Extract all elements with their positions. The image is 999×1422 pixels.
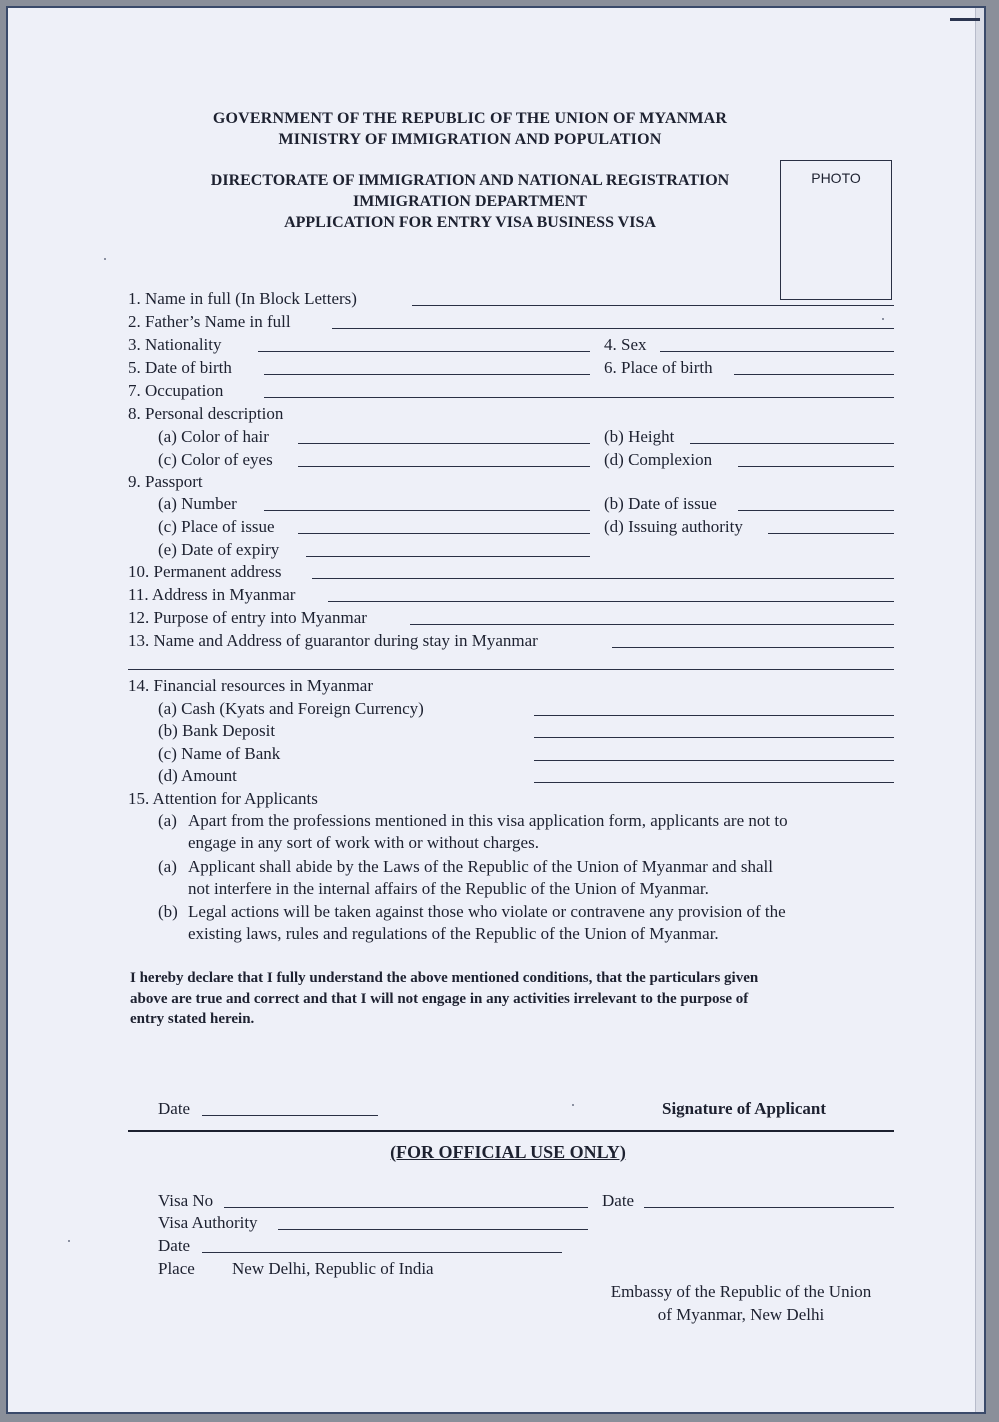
field-passport xyxy=(128,471,898,493)
field-name-in-full xyxy=(128,288,898,310)
cash-input-line[interactable] xyxy=(534,715,894,716)
official-visa-authority-row xyxy=(158,1212,898,1234)
visa-no-label: Visa No xyxy=(158,1191,214,1210)
field-amount xyxy=(128,765,898,787)
official-date2-input-line[interactable] xyxy=(202,1252,562,1253)
field-cash xyxy=(128,698,898,720)
applicant-date-input-line[interactable] xyxy=(202,1115,378,1116)
amount-input-line[interactable] xyxy=(534,782,894,783)
photo-label: PHOTO xyxy=(811,170,861,186)
visa-authority-label: Visa Authority xyxy=(158,1213,258,1232)
item-text: Apart from the professions mentioned in this visa application form, applicants are not to xyxy=(188,811,788,830)
field-passport-number-issue-date xyxy=(128,493,898,515)
passport-number-input-line[interactable] xyxy=(264,510,590,511)
passport-expiry-input-line[interactable] xyxy=(306,556,590,557)
field-label: 5. Date of birth xyxy=(128,358,232,377)
official-date2-label: Date xyxy=(158,1236,191,1255)
field-label: (d) Issuing authority xyxy=(604,517,743,536)
paper-speck xyxy=(104,258,106,260)
field-hair-height xyxy=(128,426,898,448)
item-label: (a) xyxy=(158,857,177,876)
field-label: (c) Name of Bank xyxy=(158,744,281,763)
visa-application-form xyxy=(6,6,986,1414)
photo-box[interactable] xyxy=(780,160,892,300)
field-dob-place xyxy=(128,357,898,379)
paper-speck xyxy=(882,318,884,320)
declaration-line: above are true and correct and that I will not engage in any activities irrelevant to the purpose of xyxy=(130,990,749,1007)
eye-color-input-line[interactable] xyxy=(298,466,590,467)
official-date-label: Date xyxy=(602,1191,635,1210)
item-text: existing laws, rules and regulations of the Republic of the Union of Myanmar. xyxy=(188,924,719,943)
header-directorate: DIRECTORATE OF IMMIGRATION AND NATIONAL REGISTRATION xyxy=(210,172,730,189)
occupation-input-line[interactable] xyxy=(264,397,894,398)
paper-speck xyxy=(572,1104,574,1106)
field-label: (d) Amount xyxy=(158,766,237,785)
embassy-line: of Myanmar, New Delhi xyxy=(657,1304,825,1324)
field-label: (a) Color of hair xyxy=(158,427,269,446)
visa-no-input-line[interactable] xyxy=(224,1207,588,1208)
field-label: (a) Cash (Kyats and Foreign Currency) xyxy=(158,699,424,718)
field-label: 10. Permanent address xyxy=(128,562,282,581)
official-use-title-text: (FOR OFFICIAL USE ONLY) xyxy=(390,1142,626,1162)
page-edge xyxy=(975,8,984,1412)
official-place-row xyxy=(158,1258,898,1280)
field-financial-resources xyxy=(128,675,898,697)
place-of-birth-input-line[interactable] xyxy=(734,374,894,375)
field-guarantor-continued xyxy=(128,652,898,674)
field-label: 6. Place of birth xyxy=(604,358,713,377)
field-eyes-complexion xyxy=(128,449,898,471)
place-value: New Delhi, Republic of India xyxy=(232,1259,434,1278)
field-label: 14. Financial resources in Myanmar xyxy=(128,676,374,695)
item-text: not interfere in the internal affairs of the Republic of the Union of Myanmar. xyxy=(188,879,709,898)
name-input-line[interactable] xyxy=(412,305,894,306)
nationality-input-line[interactable] xyxy=(258,351,590,352)
bank-name-input-line[interactable] xyxy=(534,760,894,761)
date-label: Date xyxy=(158,1099,191,1118)
guarantor-input-line[interactable] xyxy=(612,647,894,648)
page-edge-mark xyxy=(950,18,980,21)
field-label: (c) Place of issue xyxy=(158,517,275,536)
field-bank-deposit xyxy=(128,720,898,742)
item-label: (b) xyxy=(158,902,178,921)
field-passport-place-authority xyxy=(128,516,898,538)
item-text: Applicant shall abide by the Laws of the Republic of the Union of Myanmar and shall xyxy=(188,857,773,876)
item-label: (a) xyxy=(158,811,177,830)
passport-issue-date-input-line[interactable] xyxy=(738,510,894,511)
field-purpose-of-entry xyxy=(128,607,898,629)
field-attention xyxy=(128,788,898,810)
header-department: IMMIGRATION DEPARTMENT xyxy=(353,193,587,210)
bank-deposit-input-line[interactable] xyxy=(534,737,894,738)
passport-place-input-line[interactable] xyxy=(298,533,590,534)
attention-item-a1 xyxy=(158,810,788,852)
field-label: (b) Bank Deposit xyxy=(158,721,276,740)
field-label: (b) Date of issue xyxy=(604,494,717,513)
item-text: Legal actions will be taken against those who violate or contravene any provision of the xyxy=(188,902,786,921)
field-label: 1. Name in full (In Block Letters) xyxy=(128,289,357,308)
issuing-authority-input-line[interactable] xyxy=(768,533,894,534)
purpose-input-line[interactable] xyxy=(410,624,894,625)
signature-row xyxy=(158,1098,898,1120)
field-label: (b) Height xyxy=(604,427,675,446)
visa-authority-input-line[interactable] xyxy=(278,1229,588,1230)
official-date-input-line[interactable] xyxy=(644,1207,894,1208)
field-permanent-address xyxy=(128,561,898,583)
guarantor-input-line-2[interactable] xyxy=(128,669,894,670)
official-visa-no-row xyxy=(158,1190,898,1212)
signature-label: Signature of Applicant xyxy=(662,1099,827,1118)
declaration-line: entry stated herein. xyxy=(130,1011,255,1027)
dob-input-line[interactable] xyxy=(264,374,590,375)
attention-item-b xyxy=(158,901,786,943)
field-label: 11. Address in Myanmar xyxy=(128,585,296,604)
field-label: (d) Complexion xyxy=(604,450,713,469)
field-address-in-myanmar xyxy=(128,584,898,606)
myanmar-address-input-line[interactable] xyxy=(328,601,894,602)
field-label: 4. Sex xyxy=(604,335,647,354)
declaration-line: I hereby declare that I fully understand the above mentioned conditions, that the particulars given xyxy=(130,970,759,986)
field-guarantor xyxy=(128,630,898,652)
field-label: 2. Father’s Name in full xyxy=(128,312,291,331)
field-fathers-name xyxy=(128,311,898,333)
header-ministry: MINISTRY OF IMMIGRATION AND POPULATION xyxy=(278,131,662,148)
field-label: 3. Nationality xyxy=(128,335,222,354)
official-date-row xyxy=(158,1235,898,1257)
item-text: engage in any sort of work with or without charges. xyxy=(188,833,539,852)
field-occupation xyxy=(128,380,898,402)
embassy-block xyxy=(586,1281,896,1326)
field-label: 12. Purpose of entry into Myanmar xyxy=(128,608,367,627)
section-divider xyxy=(128,1130,894,1132)
header-government: GOVERNMENT OF THE REPUBLIC OF THE UNION OF MYANMAR xyxy=(212,110,728,127)
place-label: Place xyxy=(158,1259,195,1278)
field-personal-description xyxy=(128,403,898,425)
permanent-address-input-line[interactable] xyxy=(312,578,894,579)
field-label: (e) Date of expiry xyxy=(158,540,280,559)
form-title: APPLICATION FOR ENTRY VISA BUSINESS VISA xyxy=(284,214,656,231)
attention-item-a2 xyxy=(158,856,773,898)
declaration xyxy=(130,968,900,1030)
field-bank-name xyxy=(128,743,898,765)
complexion-input-line[interactable] xyxy=(738,466,894,467)
field-label: (a) Number xyxy=(158,494,237,513)
field-label: 8. Personal description xyxy=(128,404,284,423)
height-input-line[interactable] xyxy=(690,443,894,444)
hair-color-input-line[interactable] xyxy=(298,443,590,444)
field-label: (c) Color of eyes xyxy=(158,450,273,469)
embassy-line: Embassy of the Republic of the Union xyxy=(610,1282,872,1301)
sex-input-line[interactable] xyxy=(660,351,894,352)
field-passport-expiry xyxy=(128,539,898,561)
field-label: 13. Name and Address of guarantor during stay in Myanmar xyxy=(128,631,538,650)
field-label: 9. Passport xyxy=(128,472,203,491)
paper-speck xyxy=(68,1240,70,1242)
official-use-title xyxy=(8,1142,999,1163)
fathers-name-input-line[interactable] xyxy=(332,328,894,329)
field-label: 15. Attention for Applicants xyxy=(128,789,318,808)
field-label: 7. Occupation xyxy=(128,381,224,400)
field-nationality-sex xyxy=(128,334,898,356)
